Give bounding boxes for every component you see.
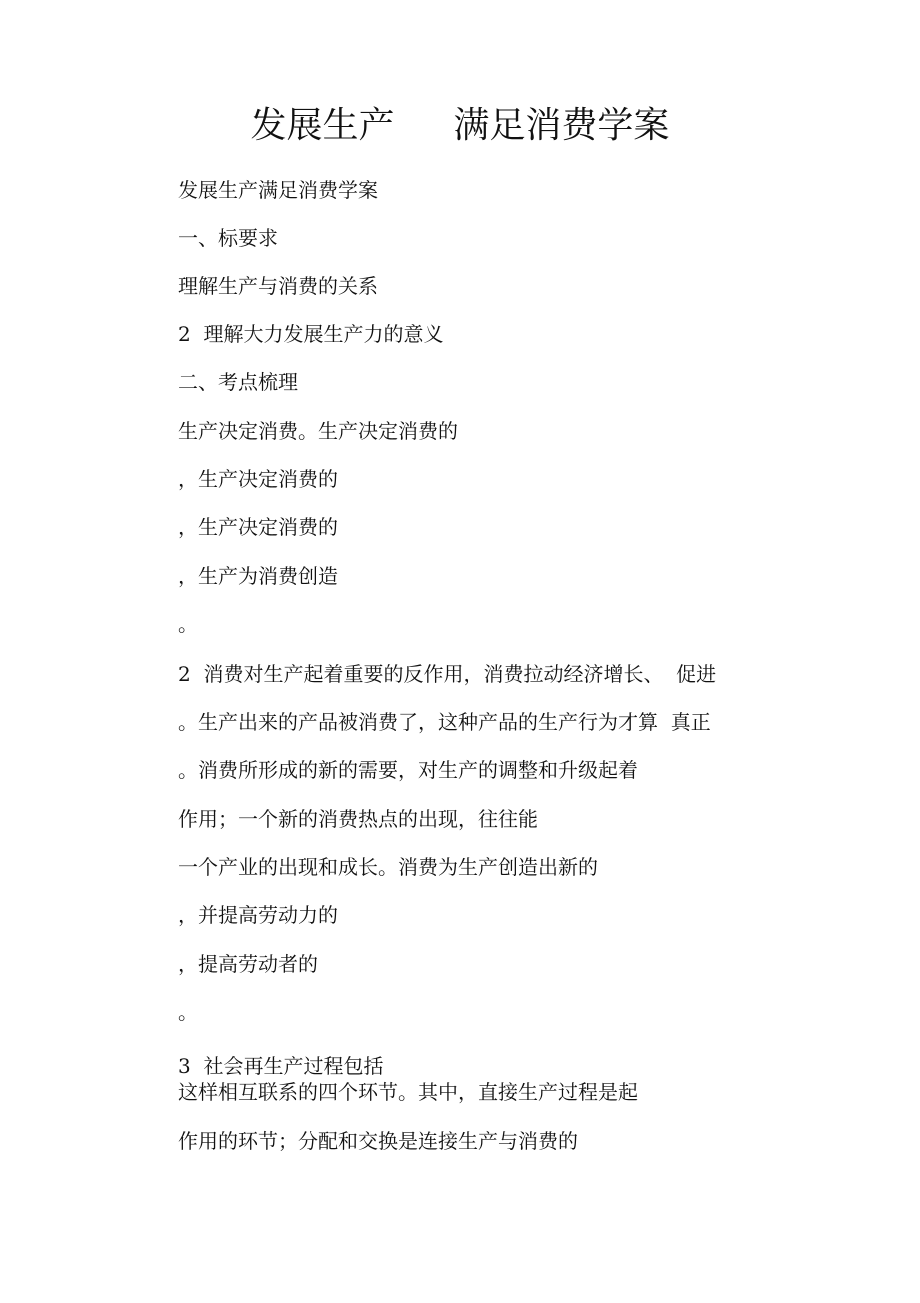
text-line: 作用；一个新的消费热点的出现，往往能 xyxy=(178,807,538,831)
text-line: ，生产为消费创造 xyxy=(178,564,338,588)
text-line: 。 xyxy=(178,612,198,636)
text-line: ，生产决定消费的 xyxy=(178,515,338,539)
text-line: 这样相互联系的四个环节。其中，直接生产过程是起 xyxy=(178,1080,638,1104)
text-line: 一个产业的出现和成长。消费为生产创造出新的 xyxy=(178,855,598,879)
text-line: 二、考点梳理 xyxy=(178,370,298,394)
text-line: 作用的环节；分配和交换是连接生产与消费的 xyxy=(178,1129,578,1153)
text-line: 2 理解大力发展生产力的意义 xyxy=(178,322,444,346)
text-line: ，提高劳动者的 xyxy=(178,952,318,976)
text-line: 2 消费对生产起着重要的反作用，消费拉动经济增长、 促进 xyxy=(178,662,717,686)
text-line: 生产决定消费。生产决定消费的 xyxy=(178,419,458,443)
text-line: 。 xyxy=(178,1000,198,1024)
document-title: 发展生产 满足消费学案 xyxy=(250,105,670,146)
text-line: 。生产出来的产品被消费了，这种产品的生产行为才算 真正 xyxy=(178,710,711,734)
text-line: 理解生产与消费的关系 xyxy=(178,274,378,298)
text-line: 一、标要求 xyxy=(178,226,278,250)
text-line: 发展生产满足消费学案 xyxy=(178,178,378,202)
text-line: ，生产决定消费的 xyxy=(178,467,338,491)
text-line: 3 社会再生产过程包括 xyxy=(178,1054,384,1078)
text-line: ，并提高劳动力的 xyxy=(178,903,338,927)
text-line: 。消费所形成的新的需要，对生产的调整和升级起着 xyxy=(178,758,638,782)
